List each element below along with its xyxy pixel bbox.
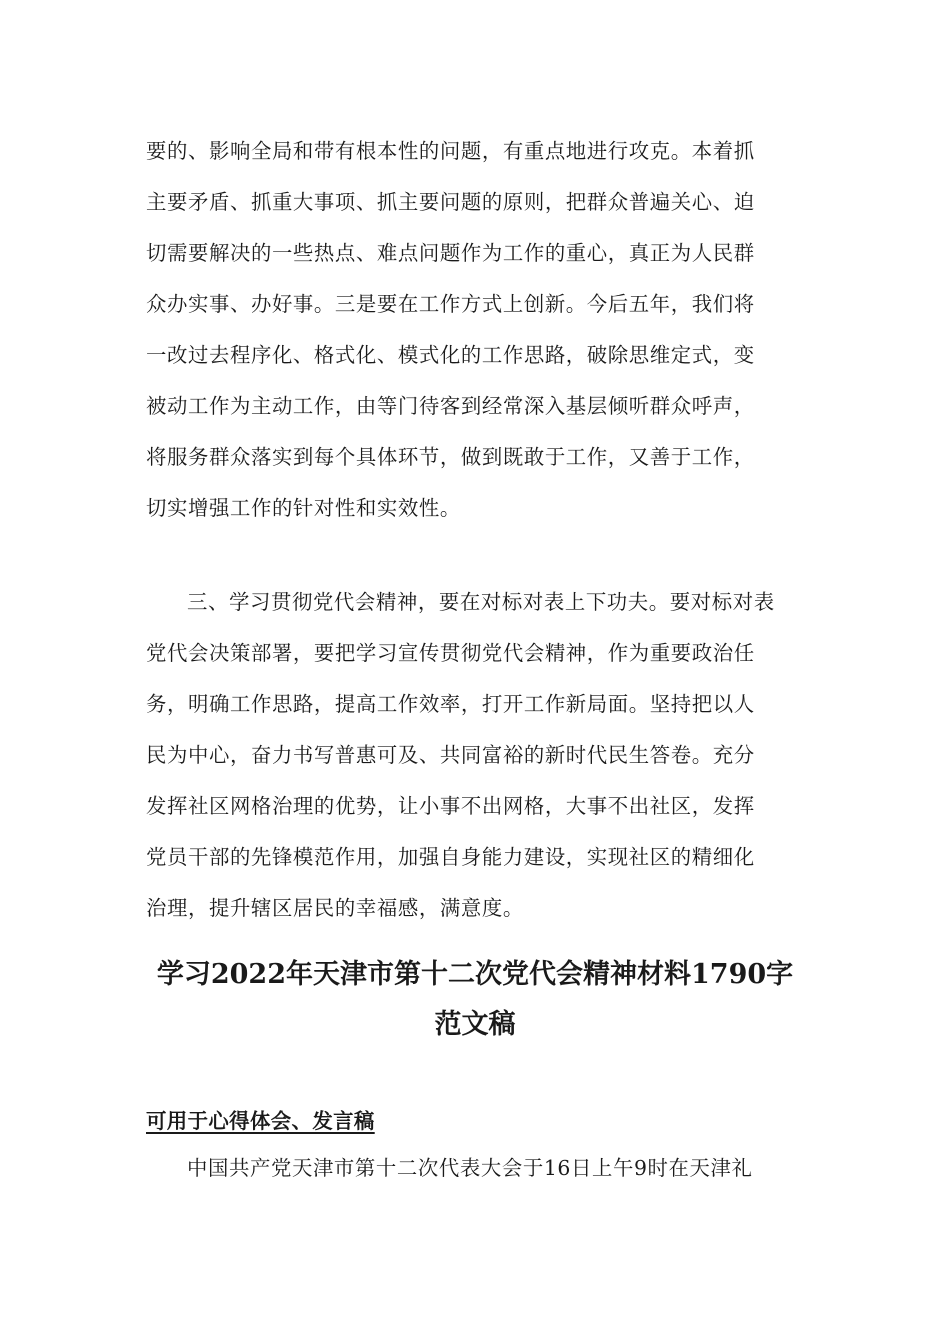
paragraph-2 — [146, 577, 806, 934]
text-line: 党员干部的先锋模范作用，加强自身能力建设，实现社区的精细化 — [146, 845, 755, 869]
text-line: 三、学习贯彻党代会精神，要在对标对表上下功夫。要对标对表 — [187, 590, 775, 614]
text-line: 一改过去程序化、格式化、模式化的工作思路，破除思维定式，变 — [146, 343, 755, 367]
title-line: 范文稿 — [434, 1009, 516, 1040]
paragraph-1 — [146, 126, 806, 534]
text-line: 务，明确工作思路，提高工作效率，打开工作新局面。坚持把以人 — [146, 692, 755, 716]
text-line: 中国共产党天津市第十二次代表大会于16日上午9时在天津礼 — [187, 1156, 753, 1180]
text-line: 治理，提升辖区居民的幸福感，满意度。 — [146, 896, 524, 920]
text-line: 被动工作为主动工作，由等门待客到经常深入基层倾听群众呼声， — [146, 394, 755, 418]
text-line: 众办实事、办好事。三是要在工作方式上创新。今后五年，我们将 — [146, 292, 755, 316]
text-line: 切需要解决的一些热点、难点问题作为工作的重心，真正为人民群 — [146, 241, 755, 265]
text-line: 发挥社区网格治理的优势，让小事不出网格，大事不出社区，发挥 — [146, 794, 755, 818]
document-subtitle: 可用于心得体会、发言稿 — [146, 1109, 375, 1133]
text-line: 主要矛盾、抓重大事项、抓主要问题的原则，把群众普遍关心、迫 — [146, 190, 755, 214]
paragraph-3 — [146, 1143, 806, 1194]
text-line: 民为中心，奋力书写普惠可及、共同富裕的新时代民生答卷。充分 — [146, 743, 755, 767]
text-line: 要的、影响全局和带有根本性的问题，有重点地进行攻克。本着抓 — [146, 139, 755, 163]
text-line: 切实增强工作的针对性和实效性。 — [146, 496, 461, 520]
text-line: 党代会决策部署，要把学习宣传贯彻党代会精神，作为重要政治任 — [146, 641, 755, 665]
text-line: 将服务群众落实到每个具体环节，做到既敢于工作，又善于工作， — [146, 445, 755, 469]
title-line: 学习2022年天津市第十二次党代会精神材料1790字 — [156, 959, 794, 990]
document-title — [120, 950, 830, 1050]
